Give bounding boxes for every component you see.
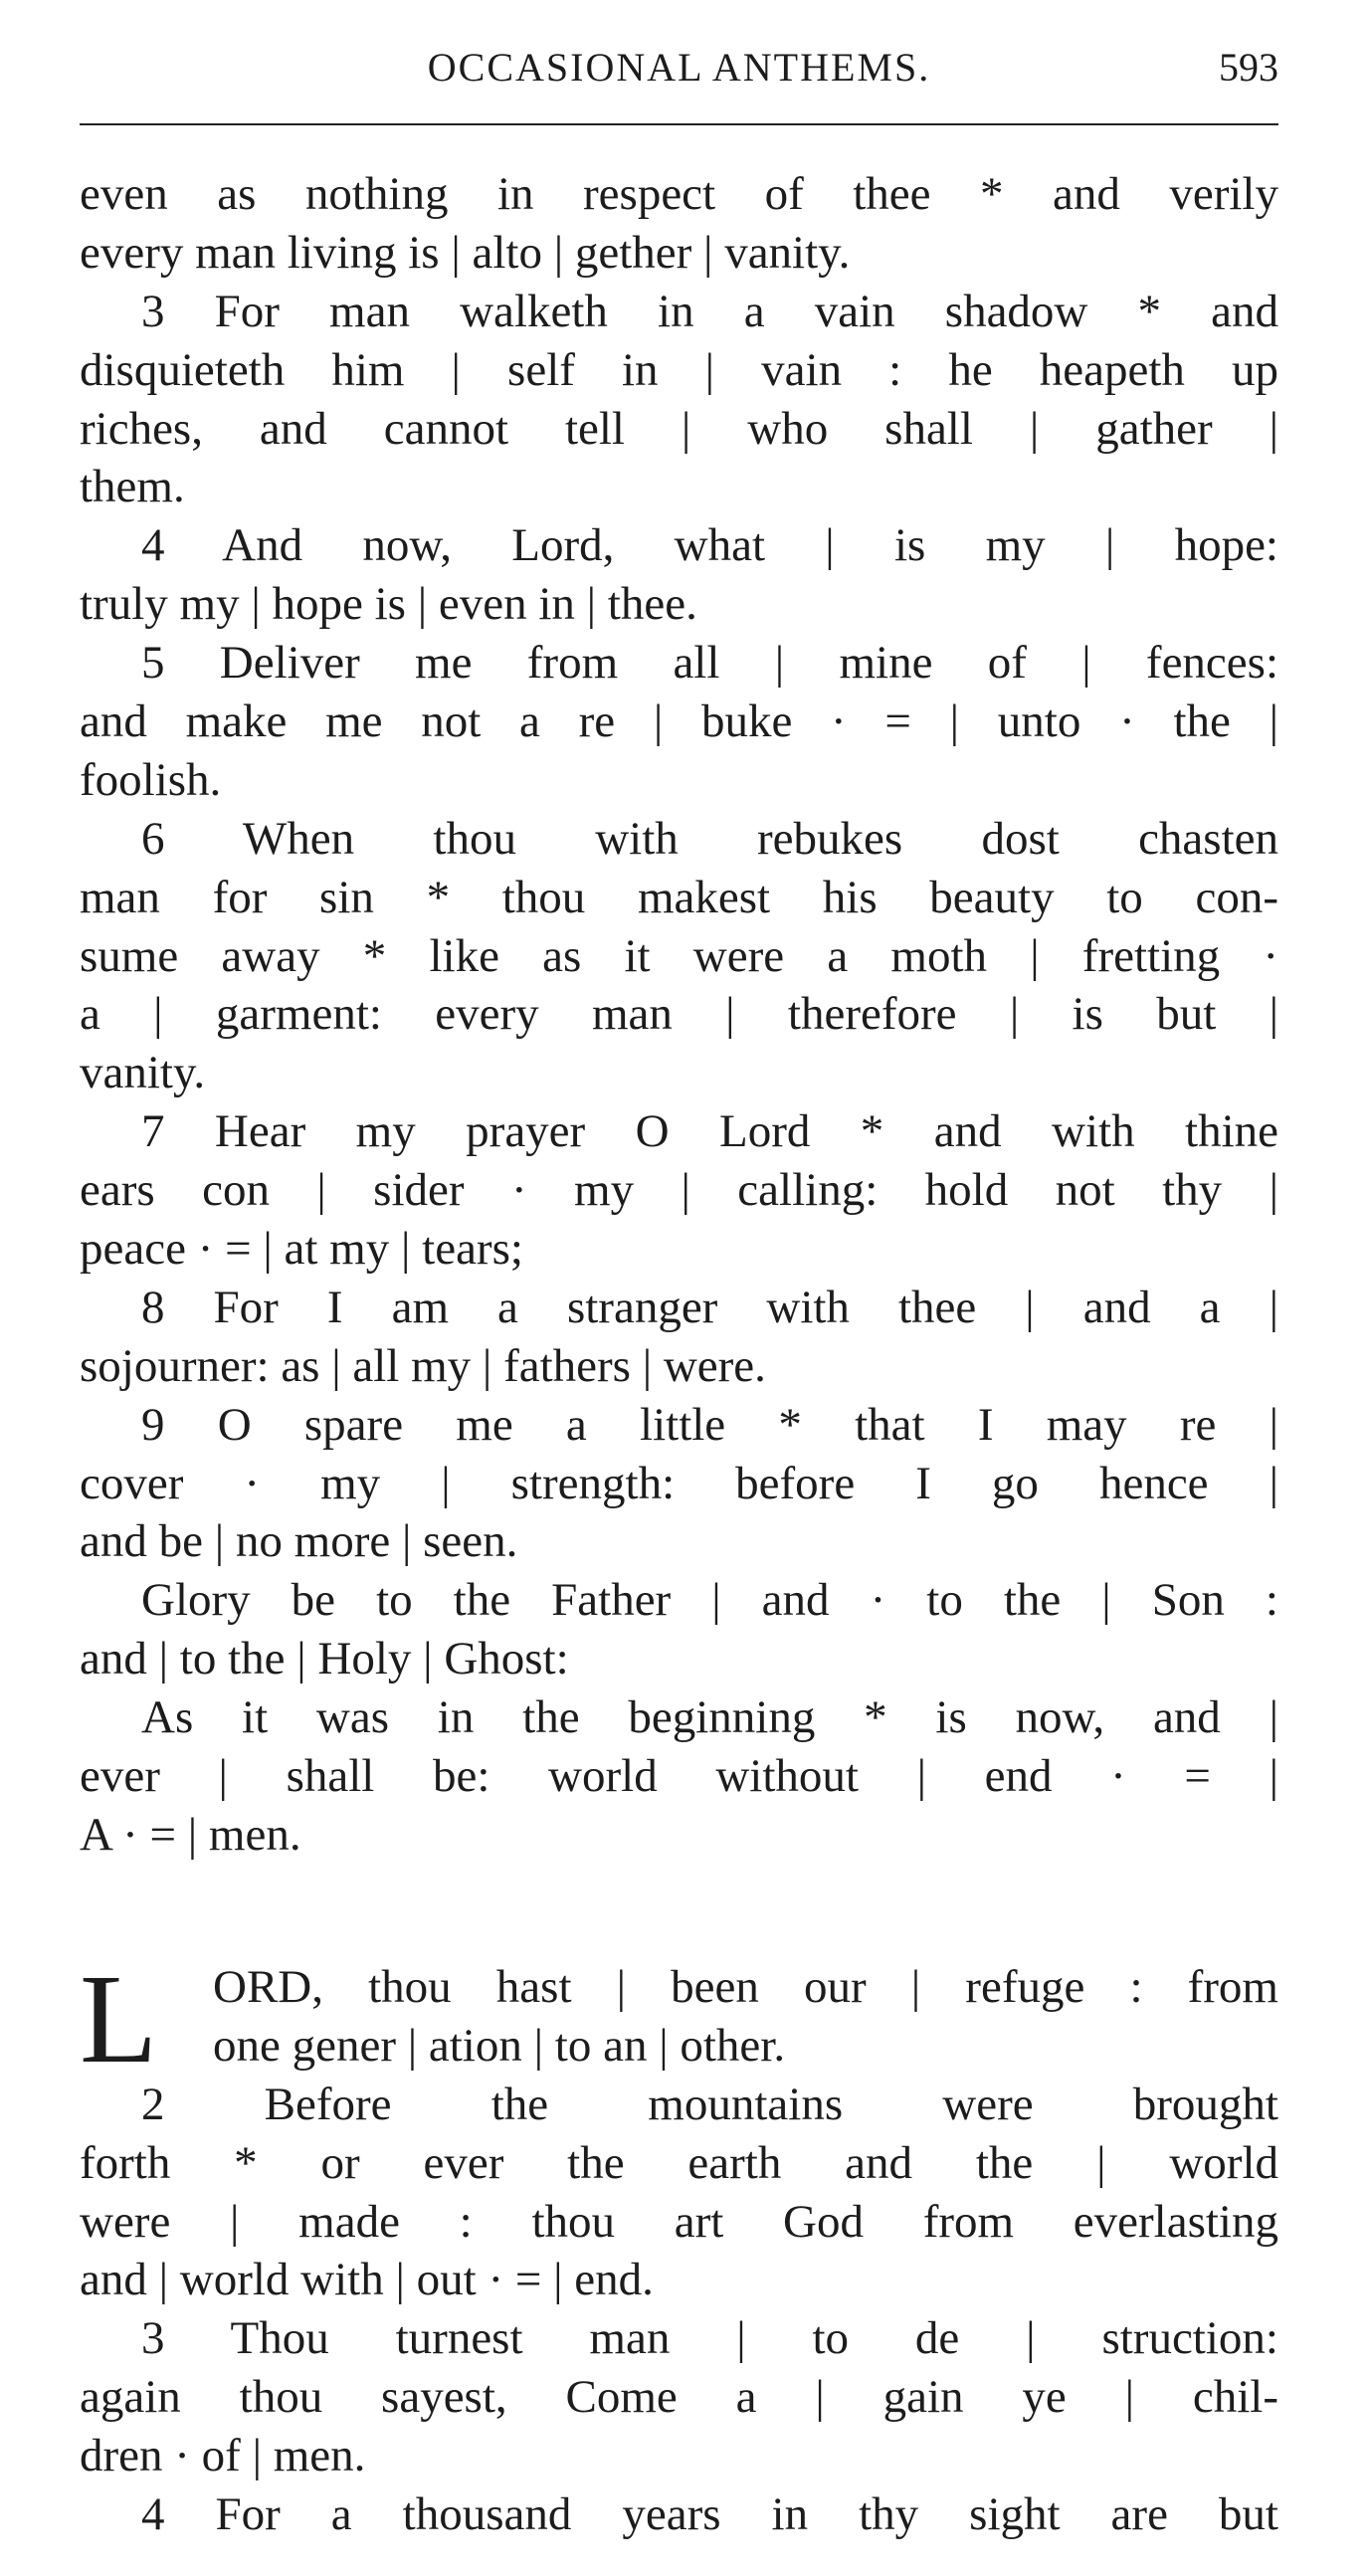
verse-line: 9 O spare me a little * that I may re | [141,1398,1278,1451]
verse-line: 3 For man walketh in a vain shadow * and [141,285,1278,337]
psalm-text-block [80,165,1278,1865]
running-title: OCCASIONAL ANTHEMS. [427,45,931,90]
text-line: and | world with | out · = | end. [80,2254,654,2306]
text-line: vanity. [80,1047,206,1099]
text-line: peace · = | at my | tears; [80,1223,523,1276]
text-line: ORD, thou hast | been our | refuge : from [213,1961,1278,2013]
text-line: sume away * like as it were a moth | fretting · [80,929,1278,982]
text-line: were | made : thou art God from everlasting [80,2195,1278,2248]
text-line: sojourner: as | all my | fathers | were. [80,1339,766,1392]
text-line: again thou sayest, Come a | gain ye | chil- [80,2371,1278,2424]
psalm-90-text-block [80,1948,1278,2544]
text-line: cover · my | strength: before I go hence | [80,1457,1278,1509]
verse-line: 6 When thou with rebukes dost chasten [141,812,1278,865]
page-header [80,38,1278,94]
verse-line: 4 For a thousand years in thy sight are but [141,2488,1278,2541]
doxology-line: Glory be to the Father | and · to the | Son : [141,1574,1278,1627]
text-line: forth * or ever the earth and the | world [80,2136,1278,2189]
text-line: truly my | hope is | even in | thee. [80,578,697,631]
text-line: even as nothing in respect of thee * and verily [80,168,1278,220]
doxology-line: and | to the | Holy | Ghost: [80,1633,569,1685]
verse-line: 3 Thou turnest man | to de | struction: [141,2312,1278,2365]
text-line: dren · of | men. [80,2430,366,2482]
doxology-line: As it was in the beginning * is now, and | [141,1691,1278,1744]
text-line: man for sin * thou makest his beauty to con- [80,871,1278,923]
text-line: every man living is | alto | gether | vanity. [80,226,851,279]
text-line: and be | no more | seen. [80,1515,518,1568]
text-line: one gener | ation | to an | other. [213,2019,786,2072]
verse-line: 7 Hear my prayer O Lord * and with thine [141,1105,1278,1158]
text-line: them. [80,461,185,513]
text-line: disquieteth him | self in | vain : he heapeth up [80,343,1278,396]
page-number: 593 [1219,45,1278,90]
doxology-line: A · = | men. [80,1808,301,1861]
text-line: a | garment: every man | therefore | is but | [80,988,1278,1041]
header-rule [80,123,1278,125]
verse-line: 2 Before the mountains were brought [141,2078,1278,2130]
verse-line: 5 Deliver me from all | mine of | fences: [141,637,1278,690]
verse-line: 8 For I am a stranger with thee | and a | [141,1281,1278,1333]
text-line: foolish. [80,753,222,806]
text-line: and make me not a re | buke · = | unto · the | [80,695,1278,748]
text-line: ears con | sider · my | calling: hold not thy | [80,1164,1278,1217]
drop-cap: L [80,1948,158,2089]
doxology-line: ever | shall be: world without | end · = | [80,1750,1278,1803]
verse-line: 4 And now, Lord, what | is my | hope: [141,519,1278,572]
text-line: riches, and cannot tell | who shall | gather | [80,402,1278,455]
